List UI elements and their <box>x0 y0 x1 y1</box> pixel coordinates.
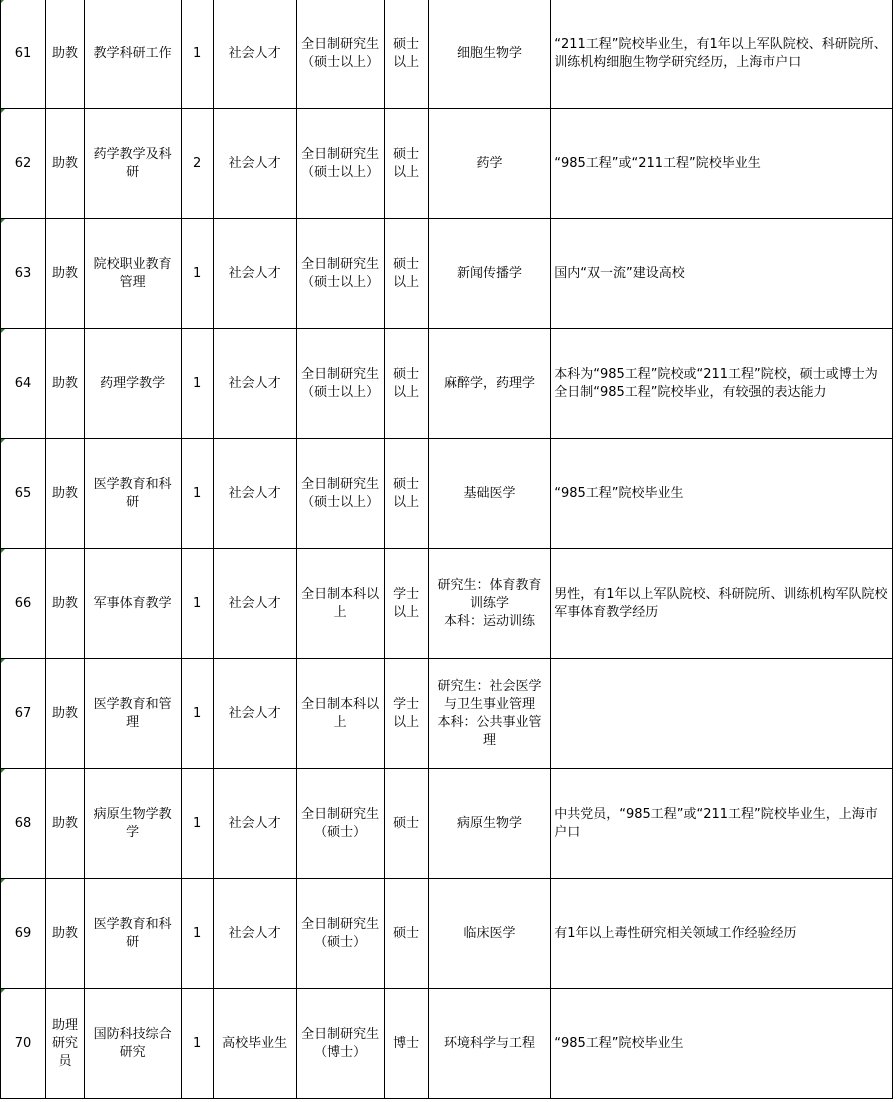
job-title-cell <box>46 659 85 769</box>
other-requirements-cell <box>551 0 893 109</box>
education-level: 全日制研究生（硕士以上） <box>301 476 380 510</box>
position-name-cell <box>84 439 181 549</box>
education-level-cell <box>296 989 384 1099</box>
candidate-source-cell <box>213 109 296 219</box>
row-number-cell <box>1 219 46 329</box>
position-name-cell <box>84 549 181 659</box>
other-requirements: 本科为“985工程”院校或“211工程”院校，硕士或博士为全日制“985工程”院校毕业，有较强的表达能力 <box>554 366 878 400</box>
row-number: 64 <box>14 375 32 391</box>
education-level: 全日制研究生（硕士以上） <box>301 36 380 70</box>
other-requirements-cell <box>551 439 893 549</box>
table-row <box>1 549 893 659</box>
table-row <box>1 659 893 769</box>
degree-requirement: 硕士以上 <box>393 366 420 400</box>
major-requirement-cell <box>428 989 551 1099</box>
job-title: 助理研究员 <box>51 1017 78 1069</box>
candidate-source-cell <box>213 549 296 659</box>
row-number: 66 <box>14 595 32 611</box>
row-number: 69 <box>14 925 32 941</box>
position-name-cell <box>84 329 181 439</box>
position-name: 医学教育和管理 <box>93 696 172 730</box>
position-name-cell <box>84 879 181 989</box>
education-level-cell <box>296 109 384 219</box>
other-requirements: “211工程”院校毕业生，有1年以上军队院校、科研院所、训练机构细胞生物学研究经历，上海市户口 <box>554 36 887 70</box>
candidate-source-cell <box>213 0 296 109</box>
major-requirement: 研究生：体育教育训练学 本科：运动训练 <box>437 577 542 629</box>
candidate-source: 社会人才 <box>228 485 281 501</box>
row-number: 62 <box>14 155 32 171</box>
major-requirement-cell <box>428 0 551 109</box>
major-requirement: 药学 <box>476 155 503 171</box>
headcount-cell <box>181 659 213 769</box>
major-requirement-cell <box>428 109 551 219</box>
degree-requirement: 硕士以上 <box>393 476 420 510</box>
position-name-cell <box>84 769 181 879</box>
job-title: 助教 <box>51 265 78 281</box>
education-level-cell <box>296 329 384 439</box>
job-title-cell <box>46 439 85 549</box>
education-level: 全日制本科以上 <box>301 586 380 620</box>
degree-requirement-cell <box>384 109 428 219</box>
candidate-source: 社会人才 <box>228 45 281 61</box>
table-row <box>1 989 893 1099</box>
headcount-cell <box>181 109 213 219</box>
headcount: 1 <box>193 485 202 501</box>
education-level-cell <box>296 769 384 879</box>
other-requirements: 国内“双一流”建设高校 <box>554 265 685 281</box>
headcount-cell <box>181 549 213 659</box>
other-requirements: “985工程”或“211工程”院校毕业生 <box>554 155 761 171</box>
degree-requirement-cell <box>384 0 428 109</box>
position-name: 教学科研工作 <box>93 45 172 61</box>
other-requirements-cell <box>551 549 893 659</box>
other-requirements-cell <box>551 219 893 329</box>
headcount-cell <box>181 989 213 1099</box>
row-number-cell <box>1 879 46 989</box>
job-title: 助教 <box>51 375 78 391</box>
degree-requirement: 硕士以上 <box>393 256 420 290</box>
table-row <box>1 109 893 219</box>
candidate-source: 社会人才 <box>228 155 281 171</box>
education-level: 全日制研究生（硕士） <box>301 916 380 950</box>
row-number-cell <box>1 439 46 549</box>
table-body <box>1 0 893 1099</box>
candidate-source: 社会人才 <box>228 705 281 721</box>
job-title: 助教 <box>51 595 78 611</box>
job-title-cell <box>46 549 85 659</box>
headcount-cell <box>181 219 213 329</box>
table-row <box>1 439 893 549</box>
position-name-cell <box>84 659 181 769</box>
degree-requirement: 博士 <box>393 1035 420 1051</box>
education-level-cell <box>296 879 384 989</box>
job-title-cell <box>46 329 85 439</box>
headcount: 1 <box>193 1035 202 1051</box>
candidate-source-cell <box>213 219 296 329</box>
position-name-cell <box>84 219 181 329</box>
headcount: 1 <box>193 595 202 611</box>
headcount: 1 <box>193 265 202 281</box>
candidate-source: 社会人才 <box>228 595 281 611</box>
major-requirement-cell <box>428 329 551 439</box>
other-requirements-cell <box>551 109 893 219</box>
row-number: 68 <box>14 815 32 831</box>
major-requirement: 临床医学 <box>463 925 516 941</box>
candidate-source-cell <box>213 659 296 769</box>
education-level-cell <box>296 219 384 329</box>
headcount-cell <box>181 0 213 109</box>
degree-requirement: 硕士 <box>393 815 420 831</box>
position-name: 医学教育和科研 <box>93 916 172 950</box>
row-number-cell <box>1 329 46 439</box>
row-number-cell <box>1 659 46 769</box>
major-requirement-cell <box>428 879 551 989</box>
degree-requirement: 硕士 <box>393 925 420 941</box>
degree-requirement: 学士以上 <box>393 586 420 620</box>
candidate-source: 社会人才 <box>228 265 281 281</box>
candidate-source: 社会人才 <box>228 925 281 941</box>
degree-requirement-cell <box>384 989 428 1099</box>
education-level-cell <box>296 659 384 769</box>
education-level: 全日制研究生（博士） <box>301 1026 380 1060</box>
headcount: 1 <box>193 45 202 61</box>
position-name: 药学教学及科研 <box>93 146 172 180</box>
other-requirements-cell <box>551 659 893 769</box>
headcount: 1 <box>193 375 202 391</box>
row-number-cell <box>1 109 46 219</box>
major-requirement: 基础医学 <box>463 485 516 501</box>
position-name-cell <box>84 989 181 1099</box>
major-requirement: 麻醉学，药理学 <box>443 375 535 391</box>
job-title: 助教 <box>51 155 78 171</box>
headcount: 1 <box>193 815 202 831</box>
education-level: 全日制研究生（硕士以上） <box>301 146 380 180</box>
other-requirements: 有1年以上毒性研究相关领域工作经验经历 <box>554 925 797 941</box>
job-title: 助教 <box>51 705 78 721</box>
other-requirements-cell <box>551 879 893 989</box>
row-number-cell <box>1 989 46 1099</box>
table-row <box>1 769 893 879</box>
position-name: 国防科技综合研究 <box>93 1026 172 1060</box>
job-title: 助教 <box>51 815 78 831</box>
row-number: 70 <box>14 1035 32 1051</box>
row-number-cell <box>1 0 46 109</box>
education-level-cell <box>296 549 384 659</box>
row-number: 61 <box>14 45 32 61</box>
table-row <box>1 219 893 329</box>
education-level: 全日制研究生（硕士以上） <box>301 366 380 400</box>
degree-requirement: 硕士以上 <box>393 146 420 180</box>
major-requirement: 环境科学与工程 <box>443 1035 535 1051</box>
candidate-source-cell <box>213 329 296 439</box>
position-name: 医学教育和科研 <box>93 476 172 510</box>
major-requirement-cell <box>428 219 551 329</box>
job-title-cell <box>46 0 85 109</box>
candidate-source: 社会人才 <box>228 375 281 391</box>
row-number-cell <box>1 549 46 659</box>
major-requirement: 病原生物学 <box>456 815 522 831</box>
degree-requirement-cell <box>384 769 428 879</box>
row-number-cell <box>1 769 46 879</box>
row-number: 67 <box>14 705 32 721</box>
major-requirement: 新闻传播学 <box>456 265 522 281</box>
job-title-cell <box>46 879 85 989</box>
position-name-cell <box>84 0 181 109</box>
position-name: 院校职业教育管理 <box>93 256 172 290</box>
degree-requirement-cell <box>384 219 428 329</box>
degree-requirement-cell <box>384 879 428 989</box>
table-row <box>1 879 893 989</box>
education-level: 全日制本科以上 <box>301 696 380 730</box>
other-requirements: “985工程”院校毕业生 <box>554 485 684 501</box>
degree-requirement: 硕士以上 <box>393 36 420 70</box>
degree-requirement-cell <box>384 329 428 439</box>
table-row <box>1 0 893 109</box>
position-name: 病原生物学教学 <box>93 806 172 840</box>
degree-requirement-cell <box>384 549 428 659</box>
candidate-source-cell <box>213 989 296 1099</box>
job-title-cell <box>46 219 85 329</box>
headcount-cell <box>181 879 213 989</box>
major-requirement: 研究生：社会医学与卫生事业管理 本科：公共事业管理 <box>437 678 542 748</box>
other-requirements: 男性，有1年以上军队院校、科研院所、训练机构军队院校军事体育教学经历 <box>554 586 888 620</box>
other-requirements-cell <box>551 769 893 879</box>
major-requirement-cell <box>428 549 551 659</box>
major-requirement-cell <box>428 659 551 769</box>
education-level: 全日制研究生（硕士以上） <box>301 256 380 290</box>
education-level-cell <box>296 439 384 549</box>
candidate-source-cell <box>213 439 296 549</box>
headcount: 2 <box>193 155 202 171</box>
job-title: 助教 <box>51 45 78 61</box>
table-row <box>1 329 893 439</box>
job-title: 助教 <box>51 485 78 501</box>
position-name: 药理学教学 <box>100 375 166 391</box>
degree-requirement: 学士以上 <box>393 696 420 730</box>
other-requirements: 中共党员，“985工程”或“211工程”院校毕业生，上海市户口 <box>554 806 878 840</box>
job-title: 助教 <box>51 925 78 941</box>
candidate-source: 社会人才 <box>228 815 281 831</box>
degree-requirement-cell <box>384 659 428 769</box>
education-level-cell <box>296 0 384 109</box>
education-level: 全日制研究生（硕士） <box>301 806 380 840</box>
row-number: 65 <box>14 485 32 501</box>
position-name: 军事体育教学 <box>93 595 172 611</box>
headcount-cell <box>181 769 213 879</box>
job-title-cell <box>46 989 85 1099</box>
major-requirement: 细胞生物学 <box>456 45 522 61</box>
job-title-cell <box>46 109 85 219</box>
other-requirements-cell <box>551 989 893 1099</box>
major-requirement-cell <box>428 439 551 549</box>
headcount-cell <box>181 439 213 549</box>
headcount: 1 <box>193 925 202 941</box>
other-requirements: “985工程”院校毕业生 <box>554 1035 684 1051</box>
headcount: 1 <box>193 705 202 721</box>
candidate-source-cell <box>213 769 296 879</box>
candidate-source: 高校毕业生 <box>222 1035 288 1051</box>
position-name-cell <box>84 109 181 219</box>
other-requirements-cell <box>551 329 893 439</box>
headcount-cell <box>181 329 213 439</box>
row-number: 63 <box>14 265 32 281</box>
major-requirement-cell <box>428 769 551 879</box>
job-title-cell <box>46 769 85 879</box>
candidate-source-cell <box>213 879 296 989</box>
degree-requirement-cell <box>384 439 428 549</box>
